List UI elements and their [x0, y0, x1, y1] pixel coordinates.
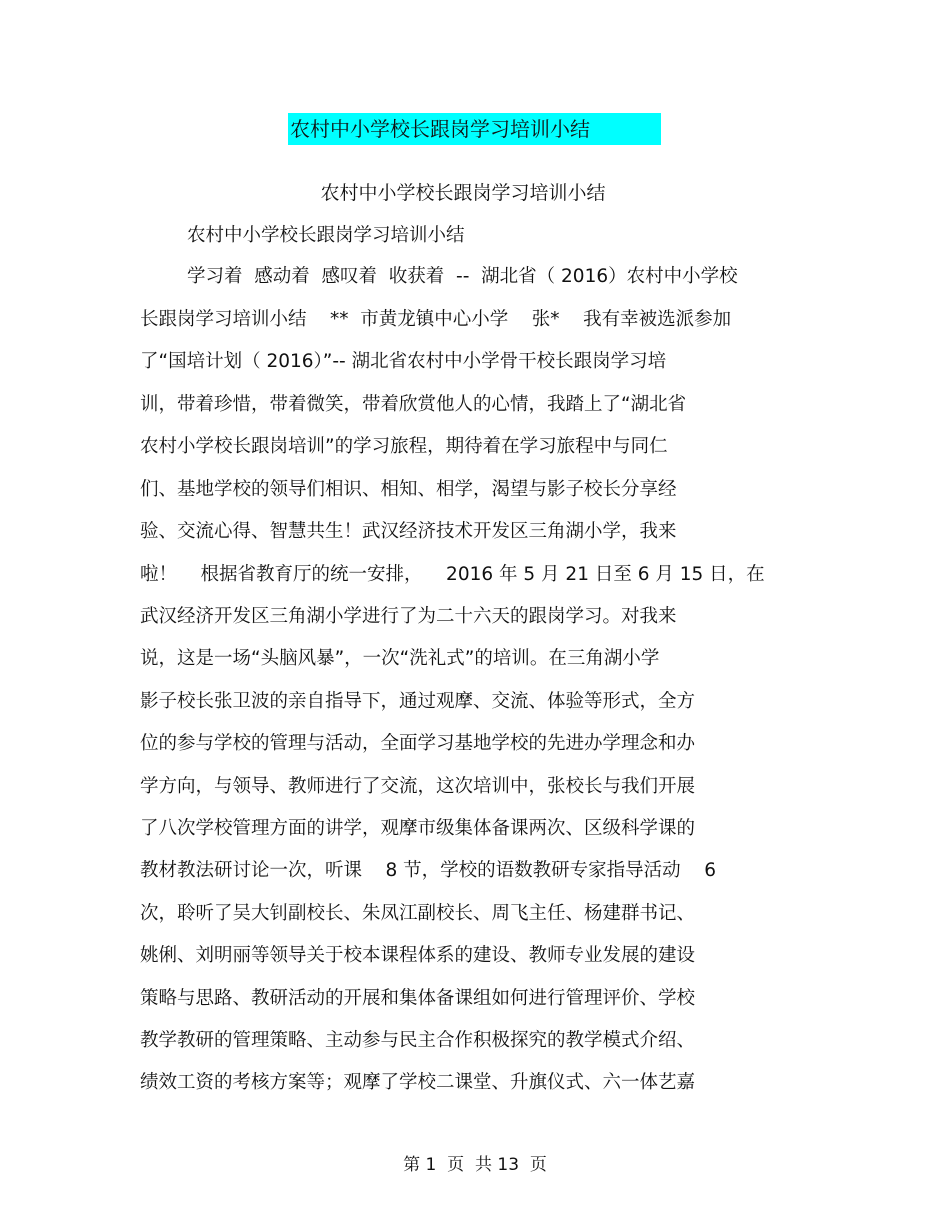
body-line: 学方向，与领导、教师进行了交流，这次培训中，张校长与我们开展 — [140, 776, 696, 797]
body-line: 农村中小学校长跟岗学习培训小结 — [187, 225, 465, 246]
body-line: 武汉经济开发区三角湖小学进行了为二十六天的跟岗学习。对我来 — [140, 606, 677, 627]
body-line: 学习着 感动着 感叹着 收获着 -- 湖北省（ 2016）农村中小学校 — [187, 266, 738, 287]
body-line: 们、基地学校的领导们相识、相知、相学，渴望与影子校长分享经 — [140, 479, 677, 500]
body-line: 了八次学校管理方面的讲学，观摩市级集体备课两次、区级科学课的 — [140, 818, 696, 839]
document-subtitle: 农村中小学校长跟岗学习培训小结 — [320, 182, 606, 204]
body-line: 说，这是一场“头脑风暴”，一次“洗礼式”的培训。在三角湖小学 — [140, 648, 660, 669]
body-line: 训，带着珍惜，带着微笑，带着欣赏他人的心情，我踏上了“湖北省 — [140, 394, 687, 415]
body-line: 策略与思路、教研活动的开展和集体备课组如何进行管理评价、学校 — [140, 988, 696, 1009]
document-title: 农村中小学校长跟岗学习培训小结 — [288, 113, 661, 145]
body-line: 了“国培计划（ 2016）”-- 湖北省农村中小学骨干校长跟岗学习培 — [140, 351, 667, 372]
body-line: 教学教研的管理策略、主动参与民主合作积极探究的教学模式介绍、 — [140, 1030, 696, 1051]
body-line: 影子校长张卫波的亲自指导下，通过观摩、交流、体验等形式，全方 — [140, 691, 696, 712]
body-line: 位的参与学校的管理与活动，全面学习基地学校的先进办学理念和办 — [140, 733, 696, 754]
body-line: 绩效工资的考核方案等；观摩了学校二课堂、升旗仪式、六一体艺嘉 — [140, 1072, 696, 1093]
page-number: 第 1 页 共 13 页 — [403, 1155, 547, 1175]
body-line: 姚俐、刘明丽等领导关于校本课程体系的建设、教师专业发展的建设 — [140, 945, 696, 966]
body-line: 验、交流心得、智慧共生！武汉经济技术开发区三角湖小学，我来 — [140, 521, 677, 542]
body-line: 啦！ 根据省教育厅的统一安排， 2016 年 5 月 21 日至 6 月 15 日，在 — [140, 564, 765, 585]
body-line: 次，聆听了吴大钊副校长、朱凤江副校长、周飞主任、杨建群书记、 — [140, 903, 696, 924]
body-line: 教材教法研讨论一次，听课 8 节，学校的语数教研专家指导活动 6 — [140, 860, 716, 881]
body-line: 农村小学校长跟岗培训”的学习旅程，期待着在学习旅程中与同仁 — [140, 436, 668, 457]
body-line: 长跟岗学习培训小结 ** 市黄龙镇中心小学 张* 我有幸被选派参加 — [140, 309, 732, 330]
